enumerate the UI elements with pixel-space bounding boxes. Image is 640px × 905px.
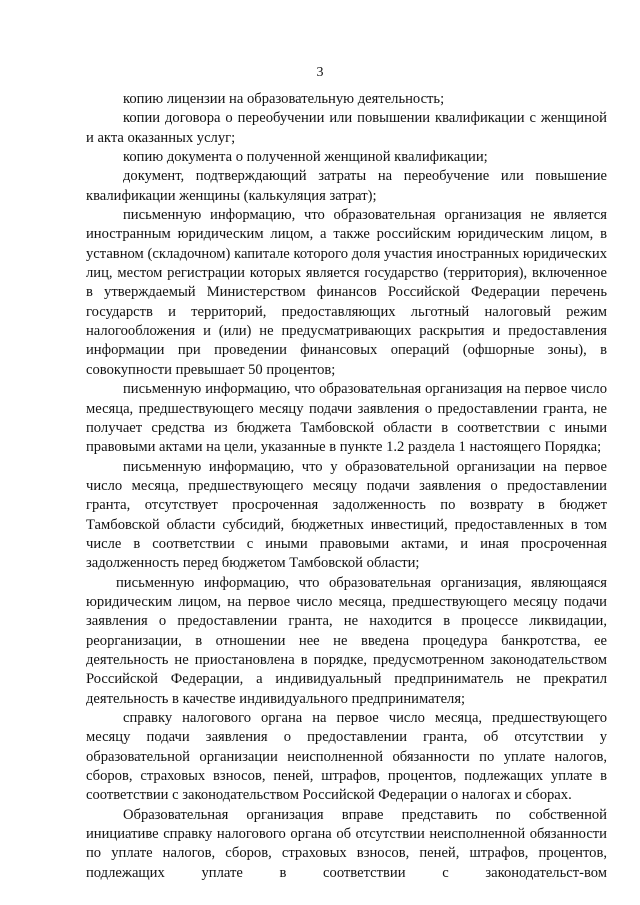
paragraph-liquidation-info: письменную информацию, что образовательная организация, являющаяся юридическим лицом, на первое число месяца, предшествующего месяцу подачи заявления о предоставлении гранта, не находится в процессе ликвидации, реорганизации, в отношении нее не введена процедура банкротства, ее деятельность не приостановлена в порядке, предусмотренном законодательством Российской Федерации, а индивидуальный предприниматель не прекратил деятельность в качестве индивидуального предпринимателя; xyxy=(86,574,607,707)
paragraph-tax-certificate: справку налогового органа на первое число месяца, предшествующего месяцу подачи заявления о предоставлении гранта, об отсутствии у образовательной организации неисполненной обязанности по уплате налогов, сборов, страховых взносов, пеней, штрафов, процентов, подлежащих уплате в соответствии с законодательством Российской Федерации о налогах и сборах. xyxy=(86,710,607,804)
paragraph-cost-document: документ, подтверждающий затраты на переобучение или повышение квалификации женщины (калькуляция затрат); xyxy=(86,168,607,204)
paragraph-budget-funds-info: письменную информацию, что образовательная организация на первое число месяца, предшествующего месяцу подачи заявления о предоставлении гранта, не получает средства из бюджета Тамбовской области в соответствии с иными правовыми актами на цели, указанные в пункте 1.2 раздела 1 настоящего Порядка; xyxy=(86,381,607,456)
document-body xyxy=(86,90,607,883)
paragraph-foreign-entity-info: письменную информацию, что образовательная организация не является иностранным юридическим лицом, а также российским юридическим лицом, в уставном (складочном) капитале которого доля участия иностранных юридических лиц, местом регистрации которых является государство (территория), включенное в утверждаемый Министерством финансов Российской Федерации перечень государств и территорий, предоставляющих льготный налоговый режим налогообложения и (или) не предусматривающих раскрытия и предоставления информации при проведении финансовых операций (офшорные зоны), в совокупности превышает 50 процентов; xyxy=(86,207,607,378)
paragraph-overdue-debt-info: письменную информацию, что у образовательной организации на первое число месяца, предшествующего месяцу подачи заявления о предоставлении гранта, отсутствует просроченная задолженность по возврату в бюджет Тамбовской области субсидий, бюджетных инвестиций, предоставленных в том числе в соответствии с иными правовыми актами, и иная просроченная задолженность перед бюджетом Тамбовской области; xyxy=(86,458,607,572)
page-number: 3 xyxy=(316,65,324,80)
paragraph-license-copy: копию лицензии на образовательную деятельность; xyxy=(123,91,445,107)
paragraph-qualification-document: копию документа о полученной женщиной квалификации; xyxy=(123,149,488,166)
paragraph-retraining-contract: копии договора о переобучении или повышении квалификации с женщиной и акта оказанных услуг; xyxy=(86,110,607,146)
paragraph-own-initiative: Образовательная организация вправе представить по собственной инициативе справку налогового органа об отсутствии неисполненной обязанности по уплате налогов, сборов, страховых взносов, пеней, штрафов, процентов, подлежащих уплате в соответствии с законодательст-вом xyxy=(86,806,607,881)
